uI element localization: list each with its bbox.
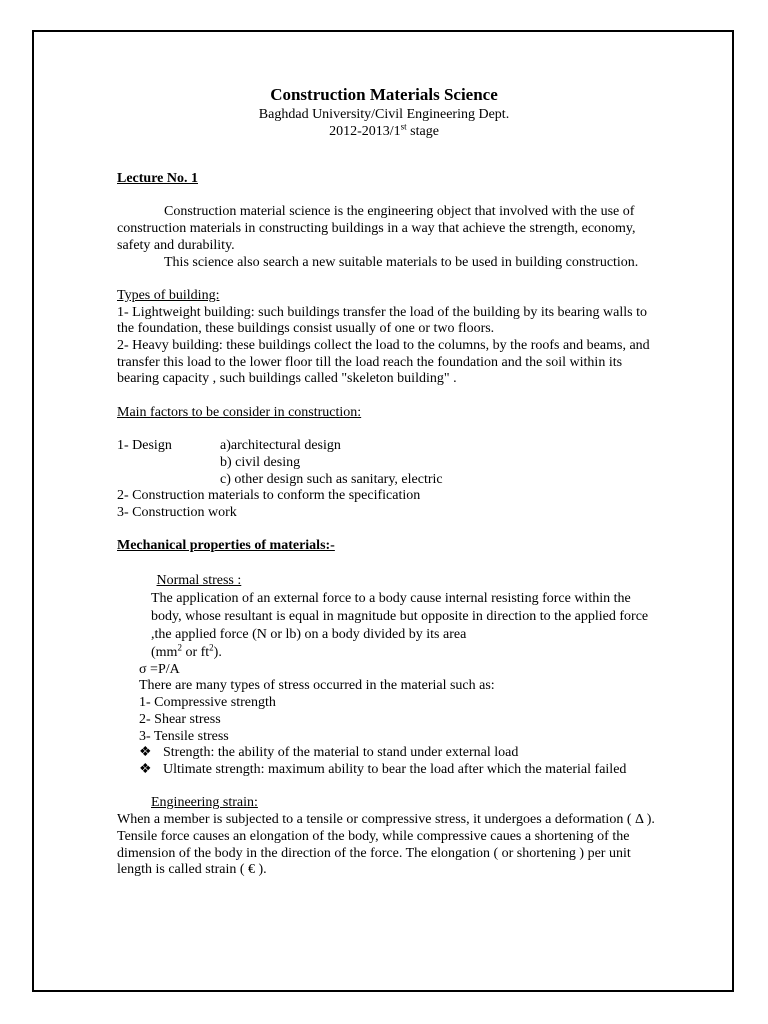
normal-stress-heading [153, 572, 657, 590]
stress-type-1: 1- Compressive strength [139, 695, 276, 711]
document-title: Construction Materials Science [270, 85, 498, 104]
units-open: (mm [151, 644, 178, 660]
strain-heading [151, 795, 657, 812]
factors-item-2: 2- Construction materials to conform the specification [117, 488, 421, 504]
design-a: a)architectural design [220, 438, 341, 454]
factors-item-3: 3- Construction work [117, 505, 237, 520]
units-mid: or ft [181, 644, 210, 660]
stress-type-2: 2- Shear stress [139, 711, 221, 727]
normal-stress-heading-text: Normal stress : [156, 572, 242, 588]
year-stage: stage [406, 124, 439, 139]
normal-stress-text: The application of an external force to a body cause internal resisting force within the body, whose resultant is equal in magnitude but opposite in direction to the applied force ,the applied force (N or lb) on a body divided by its area [151, 590, 649, 642]
stress-types-intro: There are many types of stress occurred in the material such as: [139, 678, 495, 694]
stress-formula: σ =P/A [139, 661, 180, 677]
bullet-strength [139, 745, 657, 762]
units-close: ). [213, 644, 222, 660]
units-sup-2: 2 [209, 642, 214, 653]
factors-design-row [117, 438, 657, 455]
diamond-bullet-icon: ❖ [139, 762, 152, 777]
design-b: b) civil desing [220, 454, 301, 470]
document-subtitle: Baghdad University/Civil Engineering Dept. [258, 107, 510, 122]
intro-paragraph-2: This science also search a new suitable materials to be used in building construction. [164, 254, 639, 270]
document-page [117, 84, 657, 879]
factors-heading: Main factors to be consider in construction: [117, 404, 362, 420]
types-item-1: 1- Lightweight building: such buildings transfer the load of the building by its bearing walls to the foundation, these buildings consist usually of one or two floors. [117, 304, 647, 337]
bullet-ultimate-strength [139, 762, 657, 779]
intro-paragraph-1: Construction material science is the engineering object that involved with the use of construction materials in constructing buildings in a way that achieve the strength, economy, safety and durability. [117, 204, 636, 253]
mechanical-heading: Mechanical properties of materials:- [117, 538, 335, 554]
design-c: c) other design such as sanitary, electric [220, 471, 443, 487]
design-label: 1- Design [117, 438, 172, 454]
types-heading: Types of building: [117, 287, 220, 303]
strain-heading-text: Engineering strain: [151, 795, 258, 811]
bullet-strength-text: Strength: the ability of the material to stand under external load [163, 745, 519, 761]
stress-type-3: 3- Tensile stress [139, 728, 229, 744]
normal-stress-units [151, 644, 657, 662]
document-year [117, 123, 651, 140]
year-superscript: st [400, 121, 407, 132]
bullet-ultimate-strength-text: Ultimate strength: maximum ability to bear the load after which the material failed [163, 762, 627, 777]
year-text: 2012-2013/1 [329, 124, 401, 139]
units-sup-1: 2 [177, 642, 182, 653]
types-item-2: 2- Heavy building: these buildings collect the load to the columns, by the roofs and beams, and transfer this load to the lower floor till the load reach the foundation and the soil within its bearing capacity , such buildings called "skeleton building" . [117, 338, 650, 387]
strain-paragraph: When a member is subjected to a tensile or compressive stress, it undergoes a deformation ( Δ ). Tensile force causes an elongation of the body, while compressive caues a shortening of the dimension of the body in the direction of the force. The elongation ( or shortening ) per unit length is called strain ( € ). [117, 812, 655, 878]
lecture-heading: Lecture No. 1 [117, 171, 198, 186]
diamond-bullet-icon: ❖ [139, 745, 152, 761]
